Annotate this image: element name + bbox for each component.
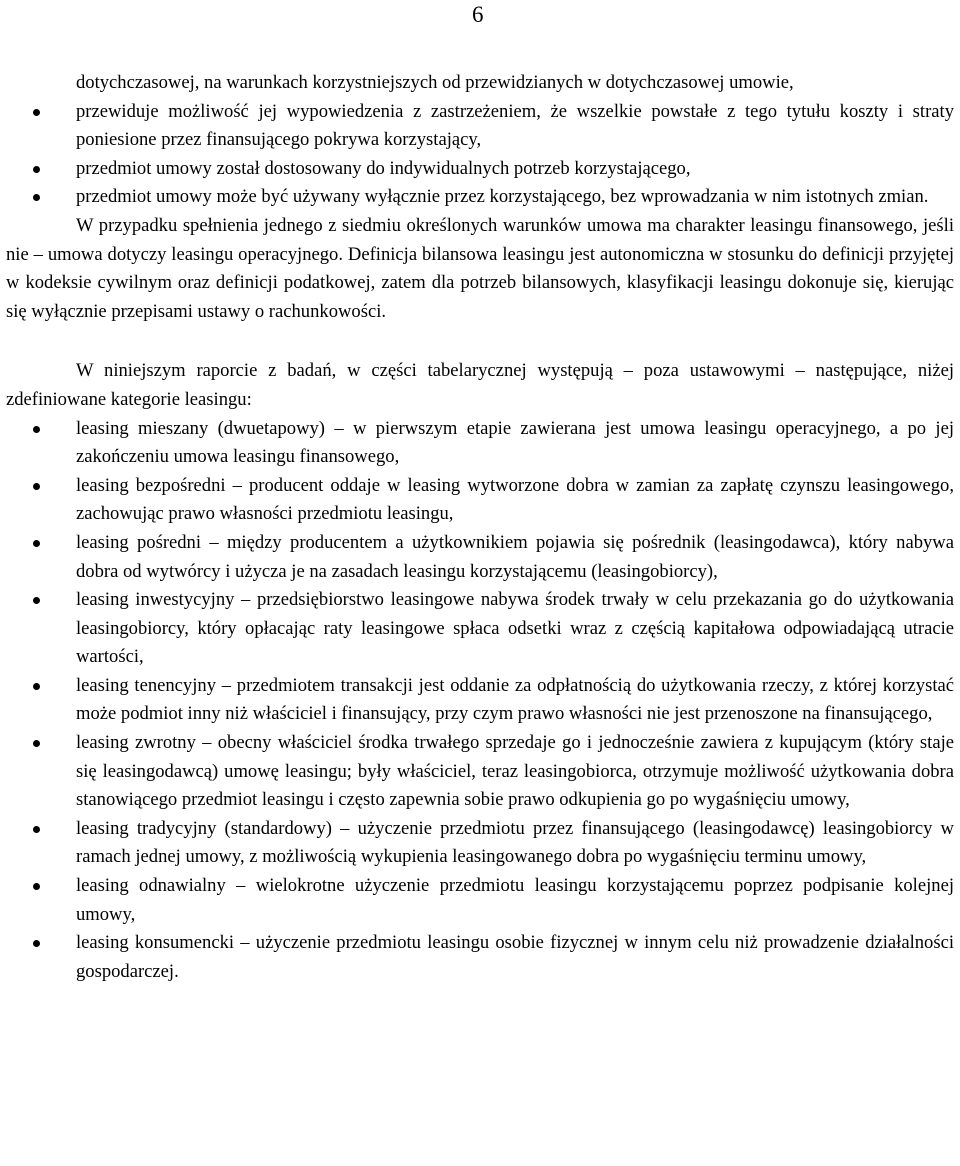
- list-item: [6, 472, 954, 529]
- bullet-icon: [33, 426, 40, 433]
- list-item-text: leasing zwrotny – obecny właściciel środka trwałego sprzedaje go i jednocześnie zawiera z kupującym (który staje się leasingodawcą) umowę leasingu; były właściciel, teraz leasingobiorca, otrzymuje możliwość użytkowania dobra stanowiącego przedmiot leasingu i często zapewnia sobie prawo odkupienia go po wygaśnięciu umowy,: [76, 732, 954, 811]
- list-item: [6, 729, 954, 815]
- list-item-text: przedmiot umowy może być używany wyłącznie przez korzystającego, bez wprowadzania w nim istotnych zmian.: [76, 186, 929, 208]
- list-continuation: dotychczasowej, na warunkach korzystniejszych od przewidzianych w dotychczasowej umowie,: [76, 72, 794, 93]
- list-item-text: leasing bezpośredni – producent oddaje w leasing wytworzone dobra w zamian za zapłatę czynszu leasingowego, zachowując prawo własności przedmiotu leasingu,: [76, 474, 954, 525]
- list-item-text: leasing tradycyjny (standardowy) – użyczenie przedmiotu przez finansującego (leasingodawcę) leasingobiorcy w ramach jednej umowy, z możliwością wykupienia leasingowanego dobra po wygaśnięciu terminu umowy,: [76, 817, 954, 868]
- list-item-text: leasing pośredni – między producentem a użytkownikiem pojawia się pośrednik (leasingodawca), który nabywa dobra od wytwórcy i użycza je na zasadach leasingu korzystającemu (leasingobiorcy),: [76, 531, 954, 582]
- list-item: [6, 815, 954, 872]
- list-item-text: leasing konsumencki – użyczenie przedmiotu leasingu osobie fizycznej w innym celu niż prowadzenie działalności gospodarczej.: [76, 932, 954, 982]
- bullet-icon: [33, 194, 40, 201]
- list-item: [6, 529, 954, 586]
- bullet-icon: [33, 740, 40, 747]
- list-item: [6, 183, 954, 212]
- bullet-icon: [33, 109, 40, 116]
- list-item: [6, 155, 954, 184]
- list-item-text: przewiduje możliwość jej wypowiedzenia z zastrzeżeniem, że wszelkie powstałe z tego tytułu koszty i straty poniesione przez finansującego pokrywa korzystający,: [76, 100, 954, 151]
- page-number: 6: [472, 2, 484, 27]
- list-item-text: przedmiot umowy został dostosowany do indywidualnych potrzeb korzystającego,: [76, 157, 691, 179]
- document-body: [6, 69, 954, 986]
- list-item: [6, 872, 954, 929]
- paragraph-gap: [6, 326, 954, 357]
- list-item: [6, 929, 954, 986]
- list-item: [6, 415, 954, 472]
- paragraph-categories-intro: W niniejszym raporcie z badań, w części tabelarycznej występują – poza ustawowymi – następujące, niżej zdefiniowane kategorie leasingu:: [6, 360, 954, 410]
- bullet-icon: [33, 540, 40, 547]
- bullet-icon: [33, 483, 40, 490]
- conditions-list: [6, 98, 954, 212]
- paragraph-definition: W przypadku spełnienia jednego z siedmiu określonych warunków umowa ma charakter leasingu finansowego, jeśli nie – umowa dotyczy leasingu operacyjnego. Definicja bilansowa leasingu jest autonomiczna w stosunku do definicji przyjętej w kodeksie cywilnym oraz definicji podatkowej, zatem dla potrzeb bilansowych, klasyfikacji leasingu dokonuje się, kierując się wyłącznie przepisami ustawy o rachunkowości.: [6, 214, 954, 322]
- bullet-icon: [33, 940, 40, 947]
- bullet-icon: [33, 166, 40, 173]
- bullet-icon: [33, 883, 40, 890]
- list-item-text: leasing tenencyjny – przedmiotem transakcji jest oddanie za odpłatnością do użytkowania rzeczy, z której korzystać może podmiot inny niż właściciel i finansujący, przy czym prawo własności nie jest przenoszone na finansującego,: [76, 674, 954, 725]
- list-item: [6, 672, 954, 729]
- list-item-text: leasing inwestycyjny – przedsiębiorstwo leasingowe nabywa środek trwały w celu przekazania go do użytkowania leasingobiorcy, który opłacając raty leasingowe spłaca odsetki wraz z częścią kapitałowa odpowiadającą utracie wartości,: [76, 589, 954, 668]
- bullet-icon: [33, 683, 40, 690]
- list-item: [6, 586, 954, 672]
- list-item-text: leasing odnawialny – wielokrotne użyczenie przedmiotu leasingu korzystającemu poprzez podpisanie kolejnej umowy,: [76, 875, 954, 925]
- list-item: [6, 98, 954, 155]
- bullet-icon: [33, 597, 40, 604]
- leasing-categories-list: [6, 415, 954, 987]
- bullet-icon: [33, 826, 40, 833]
- list-item-text: leasing mieszany (dwuetapowy) – w pierwszym etapie zawierana jest umowa leasingu operacyjnego, a po jej zakończeniu umowa leasingu finansowego,: [76, 417, 954, 468]
